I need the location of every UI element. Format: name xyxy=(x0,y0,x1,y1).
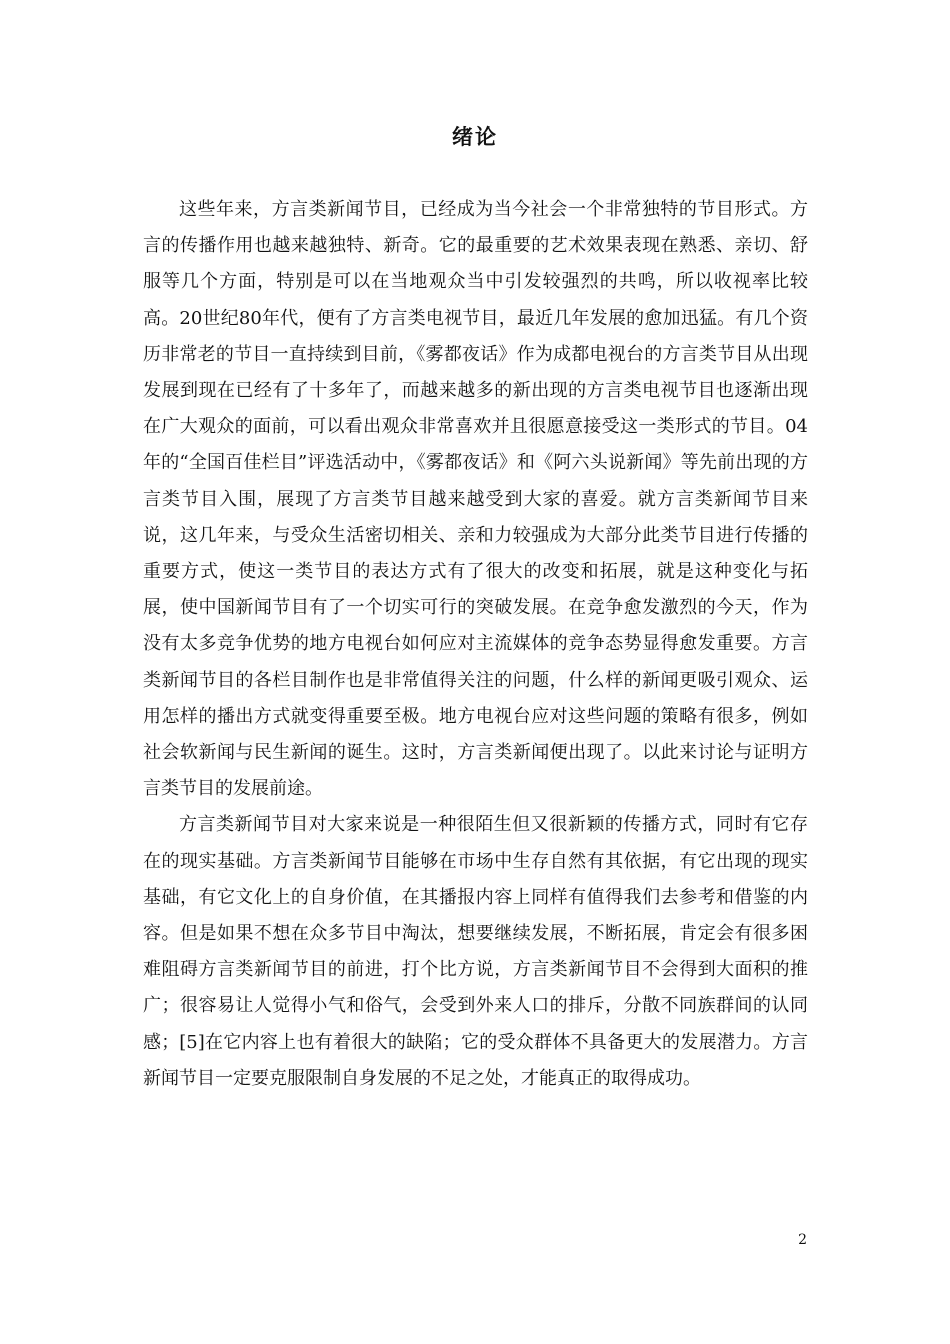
paragraph-1: 这些年来，方言类新闻节目，已经成为当今社会一个非常独特的节目形式。方言的传播作用也越来越独特、新奇。它的最重要的艺术效果表现在熟悉、亲切、舒服等几个方面，特别是可以在当地观众当中引发较强烈的共鸣，所以收视率比较高。20世纪80年代，便有了方言类电视节目，最近几年发展的愈加迅猛。有几个资历非常老的节目一直持续到目前，《雾都夜话》作为成都电视台的方言类节目从出现发展到现在已经有了十多年了，而越来越多的新出现的方言类电视节目也逐渐出现在广大观众的面前，可以看出观众非常喜欢并且很愿意接受这一类形式的节目。04年的“全国百佳栏目”评选活动中，《雾都夜话》和《阿六头说新闻》等先前出现的方言类节目入围，展现了方言类节目越来越受到大家的喜爱。就方言类新闻节目来说，这几年来，与受众生活密切相关、亲和力较强成为大部分此类节目进行传播的重要方式，使这一类节目的表达方式有了很大的改变和拓展，就是这种变化与拓展，使中国新闻节目有了一个切实可行的突破发展。在竞争愈发激烈的今天，作为没有太多竞争优势的地方电视台如何应对主流媒体的竞争态势显得愈发重要。方言类新闻节目的各栏目制作也是非常值得关注的问题，什么样的新闻更吸引观众、运用怎样的播出方式就变得重要至极。地方电视台应对这些问题的策略有很多，例如社会软新闻与民生新闻的诞生。这时，方言类新闻便出现了。以此来讨论与证明方言类节目的发展前途。 xyxy=(143,199,808,800)
page-title: 绪论 xyxy=(452,124,498,149)
body-text xyxy=(143,192,808,1097)
paragraph-2: 方言类新闻节目对大家来说是一种很陌生但又很新颖的传播方式，同时有它存在的现实基础。方言类新闻节目能够在市场中生存自然有其依据，有它出现的现实基础，有它文化上的自身价值，在其播报内容上同样有值得我们去参考和借鉴的内容。但是如果不想在众多节目中淘汰，想要继续发展，不断拓展，肯定会有很多困难阻碍方言类新闻节目的前进，打个比方说，方言类新闻节目不会得到大面积的推广；很容易让人觉得小气和俗气，会受到外来人口的排斥，分散不同族群间的认同感；[5]在它内容上也有着很大的缺陷；它的受众群体不具备更大的发展潜力。方言新闻节目一定要克服限制自身发展的不足之处，才能真正的取得成功。 xyxy=(143,814,808,1089)
page-number: 2 xyxy=(798,1232,807,1248)
